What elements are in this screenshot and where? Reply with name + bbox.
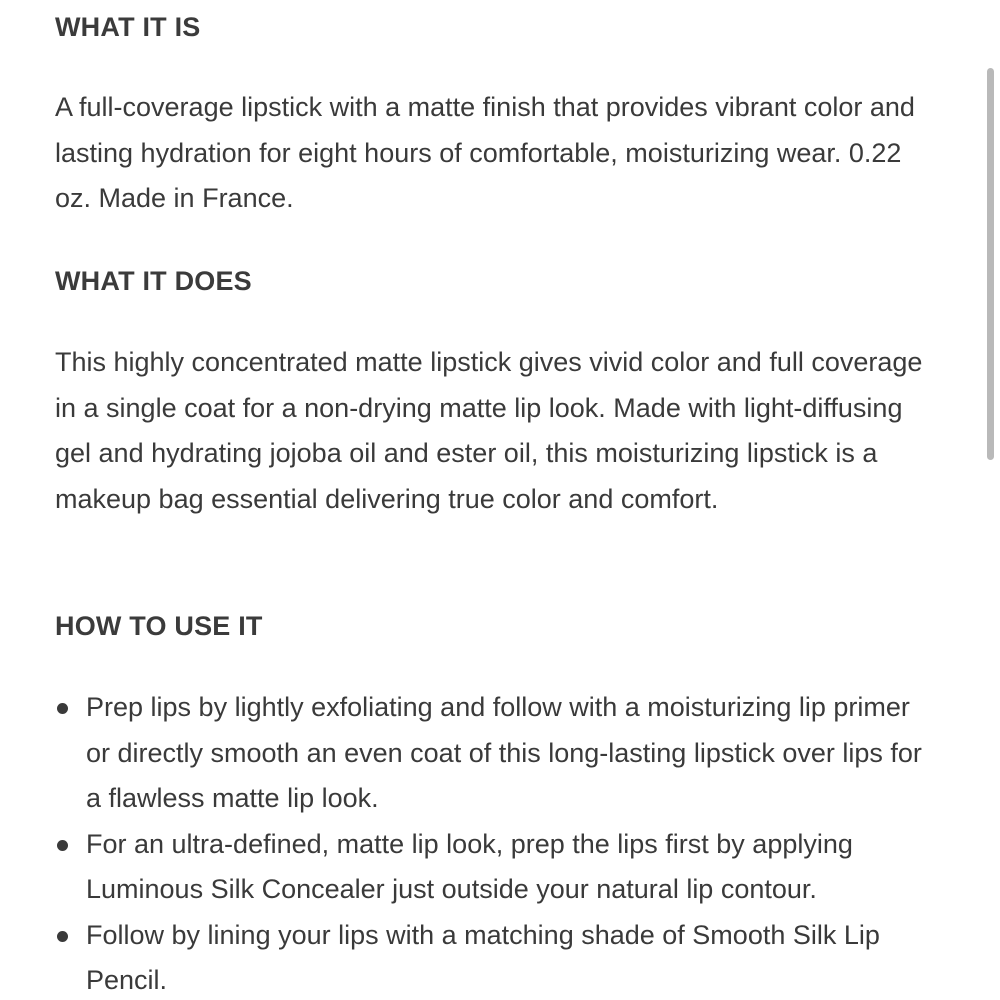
list-item-text: Follow by lining your lips with a matching shade of Smooth Silk Lip Pencil. <box>86 919 880 995</box>
bullet-icon <box>57 703 68 714</box>
list-item <box>55 913 935 1000</box>
list-item-text: Prep lips by lightly exfoliating and follow with a moisturizing lip primer or directly smooth an even coat of this long-lasting lipstick over lips for a flawless matte lip look. <box>86 692 922 813</box>
section-title-what-it-does: WHAT IT DOES <box>55 266 252 296</box>
section-body-what-it-is: A full-coverage lipstick with a matte finish that provides vibrant color and lasting hydration for eight hours of comfortable, moisturizing wear. 0.22 oz. Made in France. <box>55 92 915 213</box>
section-body-what-it-does: This highly concentrated matte lipstick gives vivid color and full coverage in a single coat for a non-drying matte lip look. Made with light-diffusing gel and hydrating jojoba oil and ester oil, this moisturizing lipstick is a makeup bag essential delivering true color and comfort. <box>55 347 923 514</box>
list-item <box>55 822 935 913</box>
section-title-how-to-use-it: HOW TO USE IT <box>55 611 263 641</box>
bullet-icon <box>57 840 68 851</box>
list-item-text: For an ultra-defined, matte lip look, prep the lips first by applying Luminous Silk Concealer just outside your natural lip contour. <box>86 828 853 904</box>
vertical-scrollbar-thumb[interactable] <box>987 68 994 460</box>
bullet-icon <box>57 931 68 942</box>
how-to-use-list <box>55 685 935 1000</box>
section-title-what-it-is: WHAT IT IS <box>55 12 201 42</box>
list-item <box>55 685 935 822</box>
